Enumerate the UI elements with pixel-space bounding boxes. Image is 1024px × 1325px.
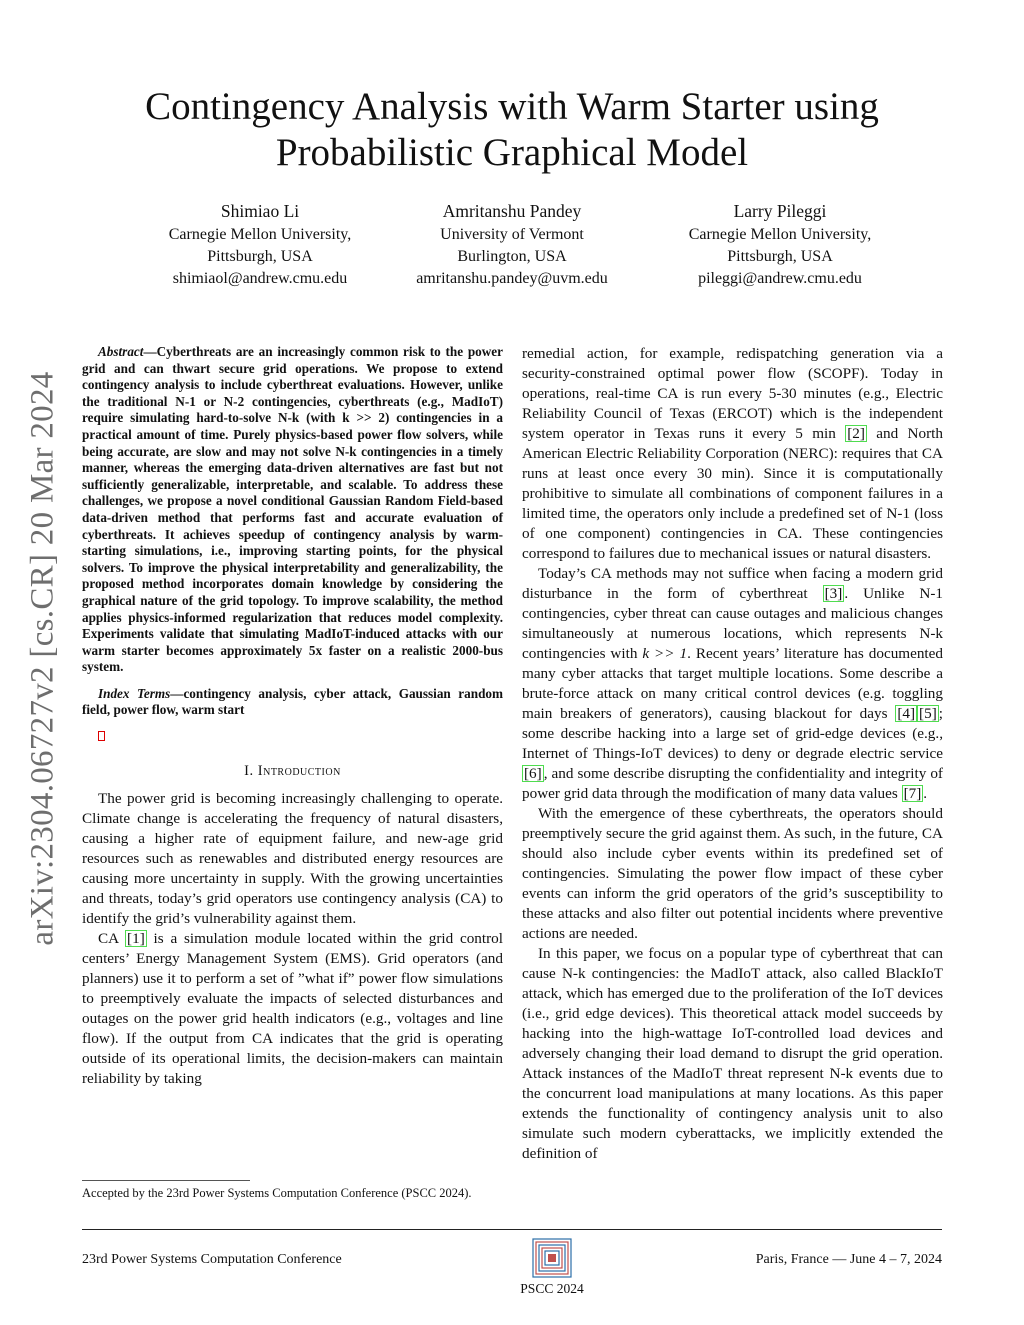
author-affiliation: Carnegie Mellon University, xyxy=(168,226,352,243)
index-terms xyxy=(82,686,503,719)
paragraph: The power grid is becoming increasingly challenging to operate. Climate change is accelerating the frequency of natural disasters, causing a higher rate of equipment failure, and new-age grid resources such as renewables and distributed energy resources are causing more uncertainty in supply. With the growing uncertainties and threats, today’s grid operators use contingency analysis (CA) to identify the grid’s vulnerability against them. xyxy=(82,790,503,928)
text-run: is a simulation module located within the grid control centers’ Energy Management System (EMS). Grid operators (and planners) use it to perform a set of ”what if” power flow simulations to preemptively evaluate the impacts of selected disturbances and outages on the power grid health indicators (e.g., voltages and line flow). If the output from CA indicates that the grid is operating outside of its operational limits, the decision-makers can maintain reliability by taking xyxy=(82,930,503,1088)
citation-link[interactable]: [3] xyxy=(824,585,843,602)
paragraph: In this paper, we focus on a popular type of cyberthreat that can cause N-k contingencies: the MadIoT attack, also called BlackIoT attack, which has emerged due to the proliferation of the IoT devices (i.e., grid edge devices). This theoretical attack model succeeds by hacking into the high-wattage IoT-controlled load devices and adversely changing their load demand to disrupt the grid operation. Attack instances of the MadIoT threat represent N-k events due to the concurrent load manipulations at many locations. As this paper extends the functionality of contingency analysis unit to also simulate such modern cyberattacks, we implicitly extended the definition of xyxy=(522,945,943,1162)
citation-link[interactable]: [1] xyxy=(127,930,145,948)
abstract-label: Abstract xyxy=(98,344,144,359)
footer-date: Paris, France — June 4 – 7, 2024 xyxy=(755,1252,942,1267)
text-run: . xyxy=(923,785,928,802)
arxiv-id: arXiv:2304.06727v2 [cs.CR] 20 Mar 2024 xyxy=(24,370,61,946)
citation-link[interactable]: [5] xyxy=(919,705,937,722)
author-name: Amritanshu Pandey xyxy=(442,201,582,221)
pscc-logo-icon xyxy=(532,1238,572,1278)
section-number: I. xyxy=(244,763,258,780)
paragraph xyxy=(522,344,943,564)
index-terms-text: —contingency analysis, cyber attack, Gaussian random field, power flow, warm start xyxy=(82,685,503,718)
author-email[interactable]: amritanshu.pandey@uvm.edu xyxy=(416,270,608,287)
footer-conference: 23rd Power Systems Computation Conference xyxy=(82,1252,342,1267)
author-affiliation: Carnegie Mellon University, xyxy=(688,226,872,243)
text-run: Today’s CA methods may not suffice when facing a modern grid disturbance in the form of cyberthreat xyxy=(522,565,943,602)
annotation-marker-icon xyxy=(98,731,105,741)
text-run: and North American Electric Reliability Corporation (NERC): requires that CA runs at least once every 30 min). Since it is computationally prohibitive to simulate all combinations of component failures in a limited time, the operators only include a predefined set of N-1 (loss of one component) contingencies in CA. These contingencies correspond to failures due to mechanical issues or natural disasters. xyxy=(522,425,943,562)
text-run: . Recent years’ literature has documented many cyber attacks that target multiple locations. Some describe a brute-force attack on many critical control devices (e.g. toggling main breakers of generators), causing blackout for days xyxy=(522,645,943,722)
text-run: remedial action, for example, redispatching generation via a security-constrained optimal power flow (SCOPF). Today in operations, real-time CA is run every 5-30 minutes (e.g., Electric Reliability Council of Texas (ERCOT) which is the independent system operator in Texas runs it every 5 min xyxy=(522,345,943,442)
author-email[interactable]: pileggi@andrew.cmu.edu xyxy=(698,270,862,287)
arxiv-stamp xyxy=(24,348,61,968)
citation-link[interactable]: [7] xyxy=(903,785,922,802)
paper-title: Contingency Analysis with Warm Starter using Probabilistic Graphical Model xyxy=(145,85,879,174)
citation-link[interactable]: [4] xyxy=(897,705,916,722)
author-location: Pittsburgh, USA xyxy=(727,248,833,265)
text-run: . Unlike N-1 contingencies, cyber threat can cause outages and malicious changes simultaneously at numerous locations, which represents N-k contingencies with xyxy=(522,585,943,662)
text-run: ; some describe hacking into a large set of grid-edge devices (e.g., Internet of Things-IoT devices) to deny or degrade electric service xyxy=(522,705,943,762)
author-2 xyxy=(372,200,652,290)
author-3 xyxy=(640,200,920,290)
text-run: , and some describe disrupting the confidentiality and integrity of power grid data through the modification of many data values xyxy=(522,765,943,802)
paragraph xyxy=(82,929,503,1089)
author-1 xyxy=(120,200,400,290)
logo-caption: PSCC 2024 xyxy=(520,1281,584,1296)
author-name: Shimiao Li xyxy=(220,201,300,221)
left-column xyxy=(82,344,503,1089)
author-location: Burlington, USA xyxy=(457,248,567,265)
footnote: Accepted by the 23rd Power Systems Computation Conference (PSCC 2024). xyxy=(82,1186,472,1200)
paragraph xyxy=(522,564,943,804)
abstract xyxy=(82,344,503,676)
footer-rule xyxy=(82,1229,942,1230)
index-terms-label: Index Terms xyxy=(98,685,171,701)
math-inline: k >> 1 xyxy=(642,645,688,662)
author-location: Pittsburgh, USA xyxy=(207,248,313,265)
author-affiliation: University of Vermont xyxy=(440,226,584,243)
right-column xyxy=(522,344,943,1164)
citation-link[interactable]: [6] xyxy=(524,765,542,782)
footnote-rule xyxy=(82,1180,250,1181)
section-title: Introduction xyxy=(257,763,341,780)
section-heading xyxy=(82,761,503,781)
author-email[interactable]: shimiaol@andrew.cmu.edu xyxy=(172,270,348,287)
paragraph: With the emergence of these cyberthreats, the operators should preemptively secure the grid against them. As such, in the future, CA should also include cyber events within its predefined set of contingencies. Simulating the power flow impact of these cyber events can inform the grid operators of the grid’s susceptibility to these attacks and also filter out potential incidents where preventive actions are needed. xyxy=(522,805,943,942)
author-name: Larry Pileggi xyxy=(733,201,827,221)
abstract-text: —Cyberthreats are an increasingly common risk to the power grid and can thwart secure grid operations. We propose to extend contingency analysis to include cyberthreat evaluations. However, unlike the traditional N-1 or N-2 contingencies, cyberthreats (e.g., MadIoT) require simulating hard-to-solve N-k (with k >> 2) contingencies in a practical amount of time. Purely physics-based power flow solvers, while being accurate, are slow and may not solve N-k contingencies in a timely manner, whereas the emerging data-driven alternatives are fast but not sufficiently generalizable, interpretable, and scalable. To address these challenges, we propose a novel conditional Gaussian Random Field-based data-driven method that performs fast and accurate evaluation of cyberthreats. It achieves speedup of contingency analysis by warm-starting simulations, i.e., improving starting points, for the physical solvers. To improve the physical interpretability and generalizability, the proposed method incorporates domain knowledge by considering the graphical nature of the grid topology. To improve scalability, the method applies physics-informed regularization that reduces model complexity. Experiments validate that simulating MadIoT-induced attacks with our warm starter becomes approximately 5x faster on a realistic 2000-bus system. xyxy=(82,344,503,675)
citation-link[interactable]: [2] xyxy=(847,425,865,442)
text-run: CA xyxy=(98,930,126,948)
